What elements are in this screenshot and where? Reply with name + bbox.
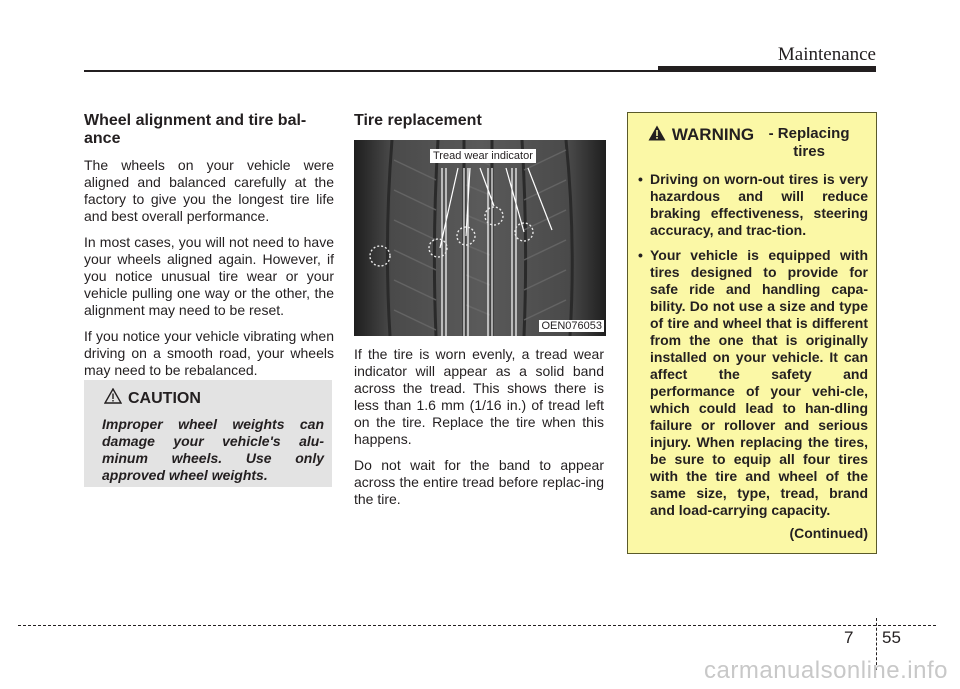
tire-replacement-text [354,346,604,517]
alignment-paragraph-3: If you notice your vehicle vibrating when driving on a smooth road, your wheels may need to be rebalanced. [84,328,334,378]
replacement-paragraph-2: Do not wait for the band to appear across the entire tread before replac-ing the tire. [354,457,604,507]
caution-triangle-icon [104,388,122,409]
warning-word: WARNING [671,125,755,144]
header-rule [84,70,660,72]
tread-wear-figure [354,140,606,336]
alignment-paragraph-2: In most cases, you will not need to have your wheels aligned again. However, if you notice unusual tire wear or your vehicle pulling one way or the other, the alignment may need to be reset. [84,234,334,318]
footer-rule [18,625,936,626]
header-rule-accent [658,66,876,72]
warning-header [638,125,868,161]
warning-subtitle: - Replacing tires [768,125,850,160]
caution-box [84,380,332,487]
tire-tread-illustration [354,140,606,336]
tread-wear-indicator-label: Tread wear indicator [430,149,536,163]
caution-text: Improper wheel weights can damage your vehicle's alu-minum wheels. Use only approved wheel weights. [102,416,324,483]
warning-list [638,171,868,519]
section-title: Maintenance [777,44,876,65]
caution-header [104,388,324,409]
caution-title: CAUTION [128,389,201,407]
wheel-alignment-section [84,112,334,388]
wheel-alignment-heading: Wheel alignment and tire bal-ance [84,112,307,147]
figure-code: OEN076053 [541,320,602,332]
watermark: carmanualsonline.info [704,657,948,684]
tire-replacement-section [354,112,604,139]
warning-item: • Your vehicle is equipped with tires designed to provide for safe ride and handling capa-bility. Do not use a size and type of tire and wheel that is different from the one that is originally installed on your vehicle. It can affect the safety and performance of your vehi-cle, which could lead to han-dling failure or rollover and serious injury. When replacing the tires, be sure to equip all four tires with the tire and wheel of the same size, type, tread, brand and load-carrying capacity. [638,247,868,518]
tire-replacement-heading: Tire replacement [354,112,482,129]
warning-triangle-icon [648,125,666,146]
continued-note: (Continued) [789,525,868,541]
alignment-paragraph-1: The wheels on your vehicle were aligned and balanced carefully at the factory to give you the longest tire life and best overall performance. [84,157,334,224]
replacement-paragraph-1: If the tire is worn evenly, a tread wear indicator will appear as a solid band across the tread. This shows there is less than 1.6 mm (1/16 in.) of tread left on the tire. Replace the tire when this happens. [354,346,604,447]
page-number: 55 [882,628,901,647]
warning-box [627,112,877,554]
warning-item: • Driving on worn-out tires is very hazardous and will reduce braking effectiveness, steering accuracy, and trac-tion. [638,171,868,238]
chapter-number: 7 [844,628,854,647]
